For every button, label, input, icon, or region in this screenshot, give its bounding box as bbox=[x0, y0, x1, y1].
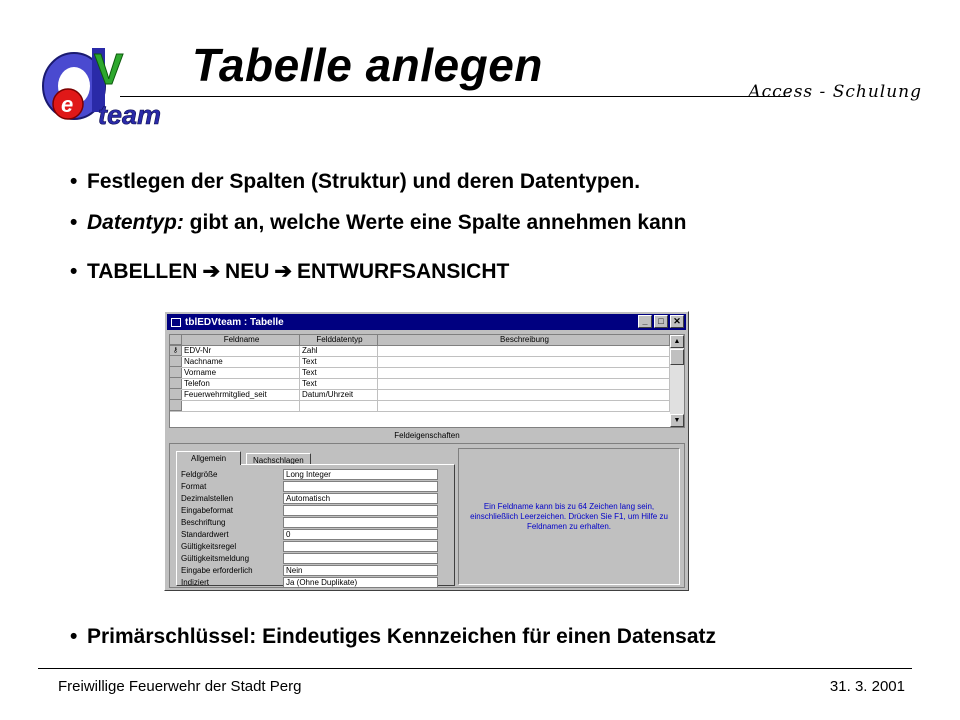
property-row bbox=[181, 468, 438, 480]
field-name-cell[interactable]: Telefon bbox=[182, 379, 300, 389]
property-label: Gültigkeitsmeldung bbox=[181, 553, 250, 563]
footer-date: 31. 3. 2001 bbox=[829, 678, 905, 695]
logo-team: team bbox=[98, 100, 162, 130]
field-grid bbox=[169, 334, 685, 428]
property-label: Beschriftung bbox=[181, 517, 226, 527]
row-selector[interactable] bbox=[170, 368, 182, 378]
field-name-cell[interactable]: Feuerwehrmitglied_seit bbox=[182, 390, 300, 400]
menu-path-neu: NEU bbox=[225, 260, 270, 283]
table-row[interactable] bbox=[170, 379, 670, 390]
footer-organization: Freiwillige Feuerwehr der Stadt Perg bbox=[58, 678, 302, 695]
row-selector[interactable] bbox=[170, 401, 182, 411]
property-value[interactable] bbox=[283, 481, 438, 492]
menu-path-entwurfsansicht: ENTWURFSANSICHT bbox=[297, 260, 510, 283]
field-type-cell[interactable]: Text bbox=[300, 379, 378, 389]
property-value[interactable] bbox=[283, 517, 438, 528]
field-description-cell[interactable] bbox=[378, 346, 670, 356]
property-row bbox=[181, 576, 438, 588]
field-properties-panel bbox=[169, 443, 685, 588]
property-row bbox=[181, 492, 438, 504]
field-type-cell[interactable]: Zahl bbox=[300, 346, 378, 356]
bullet-text: Primärschlüssel: Eindeutiges Kennzeichen für einen Datensatz bbox=[87, 625, 717, 648]
help-text-panel: Ein Feldname kann bis zu 64 Zeichen lang sein, einschließlich Leerzeichen. Drücken Sie F1, um Hilfe zu Feldnamen zu erhalten. bbox=[458, 448, 680, 585]
row-selector[interactable] bbox=[170, 357, 182, 367]
field-description-cell[interactable] bbox=[378, 390, 670, 400]
property-label: Indiziert bbox=[181, 577, 210, 587]
field-type-cell[interactable] bbox=[300, 401, 378, 411]
vertical-scrollbar[interactable] bbox=[670, 335, 684, 427]
close-button[interactable]: ✕ bbox=[670, 315, 684, 328]
minimize-button[interactable]: _ bbox=[638, 315, 652, 328]
maximize-button[interactable]: □ bbox=[654, 315, 668, 328]
bullet-primary-key bbox=[70, 625, 716, 649]
bullet-term: Datentyp: bbox=[87, 211, 184, 234]
table-row[interactable] bbox=[170, 346, 670, 357]
grid-header bbox=[170, 335, 670, 346]
general-tab-body bbox=[176, 464, 455, 586]
property-row bbox=[181, 564, 438, 576]
bullet-dot: • bbox=[70, 211, 78, 234]
logo-e: e bbox=[61, 92, 74, 117]
title-underline bbox=[120, 96, 790, 97]
column-header-beschreibung[interactable]: Beschreibung bbox=[378, 335, 670, 345]
table-row[interactable] bbox=[170, 368, 670, 379]
property-label: Eingabeformat bbox=[181, 505, 234, 515]
scroll-up-arrow-icon[interactable]: ▲ bbox=[670, 335, 684, 348]
field-description-cell[interactable] bbox=[378, 368, 670, 378]
bullet-dot: • bbox=[70, 260, 78, 283]
table-row[interactable] bbox=[170, 390, 670, 401]
field-description-cell[interactable] bbox=[378, 357, 670, 367]
course-subtitle: Access - Schulung bbox=[748, 82, 922, 102]
header-selector bbox=[170, 335, 182, 345]
property-label: Feldgröße bbox=[181, 469, 218, 479]
property-value[interactable]: Long Integer bbox=[283, 469, 438, 480]
field-name-cell[interactable]: EDV-Nr bbox=[182, 346, 300, 356]
field-name-cell[interactable] bbox=[182, 401, 300, 411]
property-value[interactable] bbox=[283, 541, 438, 552]
property-label: Eingabe erforderlich bbox=[181, 565, 253, 575]
field-type-cell[interactable]: Datum/Uhrzeit bbox=[300, 390, 378, 400]
bullet-menu-path bbox=[70, 259, 509, 284]
column-header-feldname[interactable]: Feldname bbox=[182, 335, 300, 345]
arrow-right-icon: ➔ bbox=[274, 260, 292, 283]
bullet-dot: • bbox=[70, 170, 78, 193]
footer-divider bbox=[38, 668, 912, 669]
row-selector[interactable] bbox=[170, 379, 182, 389]
property-value[interactable]: Automatisch bbox=[283, 493, 438, 504]
table-icon bbox=[171, 318, 181, 327]
property-value[interactable]: Ja (Ohne Duplikate) bbox=[283, 577, 438, 588]
property-row bbox=[181, 504, 438, 516]
window-titlebar[interactable] bbox=[167, 314, 686, 330]
bullet-datatype bbox=[70, 211, 686, 235]
scroll-down-arrow-icon[interactable]: ▼ bbox=[670, 414, 684, 427]
logo-v: V bbox=[94, 46, 124, 94]
field-type-cell[interactable]: Text bbox=[300, 357, 378, 367]
field-name-cell[interactable]: Vorname bbox=[182, 368, 300, 378]
property-label: Standardwert bbox=[181, 529, 229, 539]
tab-nachschlagen[interactable]: Nachschlagen bbox=[246, 453, 311, 465]
property-value[interactable]: Nein bbox=[283, 565, 438, 576]
property-value[interactable] bbox=[283, 553, 438, 564]
window-title: tblEDVteam : Tabelle bbox=[185, 316, 284, 328]
primary-key-icon[interactable]: ⚷ bbox=[170, 346, 182, 356]
page-title: Tabelle anlegen bbox=[192, 39, 543, 91]
property-label: Gültigkeitsregel bbox=[181, 541, 237, 551]
property-row bbox=[181, 480, 438, 492]
property-row bbox=[181, 540, 438, 552]
table-row-empty[interactable] bbox=[170, 401, 670, 412]
menu-path-tabellen: TABELLEN bbox=[87, 260, 198, 283]
property-label: Dezimalstellen bbox=[181, 493, 234, 503]
scroll-thumb[interactable] bbox=[670, 349, 684, 365]
access-table-design-window bbox=[164, 311, 689, 591]
bullet-dot: • bbox=[70, 625, 78, 648]
field-description-cell[interactable] bbox=[378, 379, 670, 389]
bullet-text: Festlegen der Spalten (Struktur) und deren Datentypen. bbox=[87, 170, 641, 193]
field-type-cell[interactable]: Text bbox=[300, 368, 378, 378]
field-properties-label: Feldeigenschaften bbox=[394, 431, 460, 440]
edv-team-logo bbox=[38, 46, 188, 132]
field-description-cell[interactable] bbox=[378, 401, 670, 411]
column-header-felddatentyp[interactable]: Felddatentyp bbox=[300, 335, 378, 345]
bullet-columns bbox=[70, 170, 640, 194]
tab-allgemein[interactable]: Allgemein bbox=[176, 451, 241, 465]
property-row bbox=[181, 552, 438, 564]
property-value[interactable]: 0 bbox=[283, 529, 438, 540]
property-label: Format bbox=[181, 481, 207, 491]
property-row bbox=[181, 516, 438, 528]
table-row[interactable] bbox=[170, 357, 670, 368]
row-selector[interactable] bbox=[170, 390, 182, 400]
bullet-text: gibt an, welche Werte eine Spalte annehmen kann bbox=[183, 211, 687, 234]
field-name-cell[interactable]: Nachname bbox=[182, 357, 300, 367]
property-value[interactable] bbox=[283, 505, 438, 516]
arrow-right-icon: ➔ bbox=[202, 260, 221, 283]
property-row bbox=[181, 528, 438, 540]
